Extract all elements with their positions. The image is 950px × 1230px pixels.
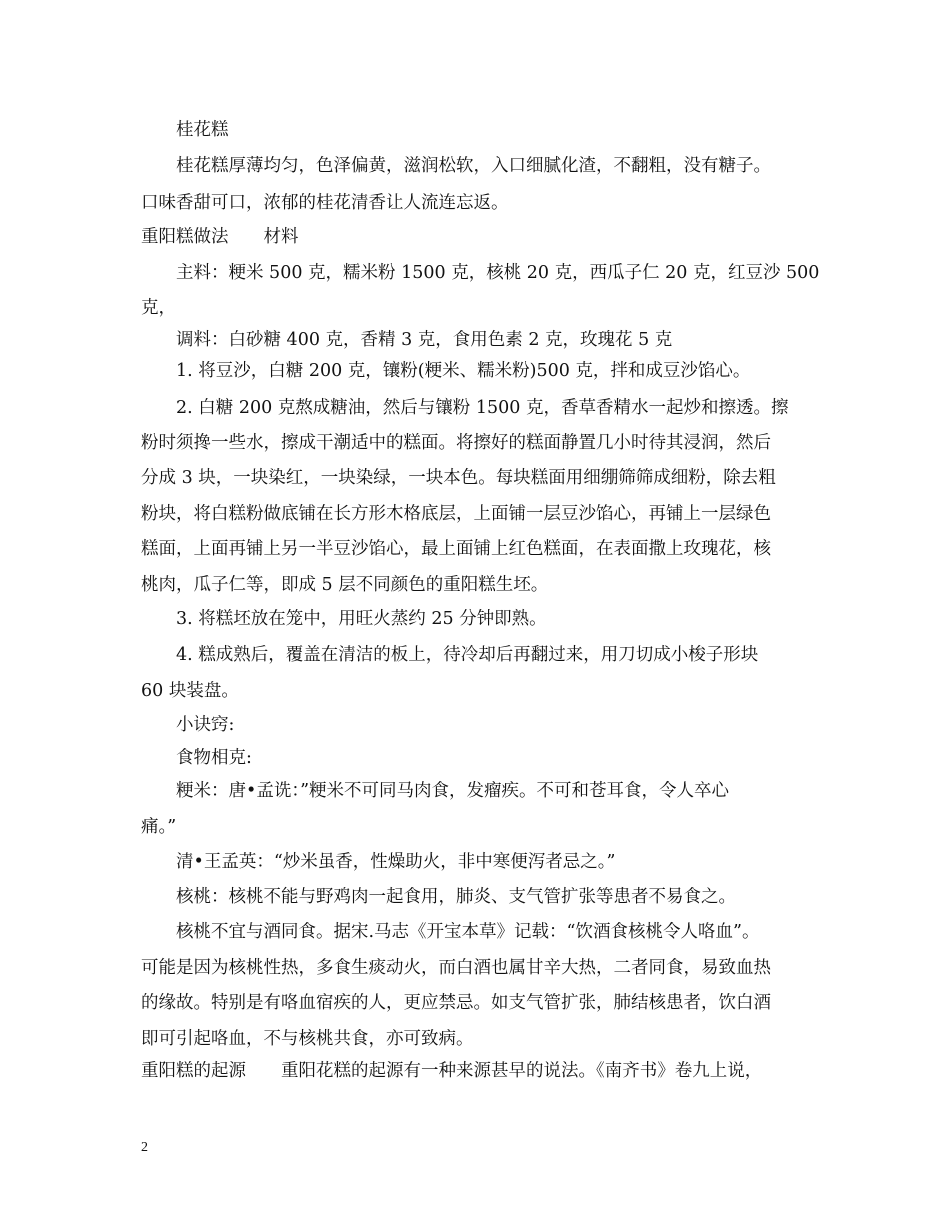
section-heading-recipe-materials: 重阳糕做法 材料 (141, 227, 299, 247)
section-heading-origin: 重阳糕的起源 重阳花糕的起源有一种来源甚早的说法。《南齐书》卷九上说， (141, 1061, 763, 1081)
paragraph-line: 核桃不宜与酒同食。据宋.马志《开宝本草》记载：“饮酒食核桃令人咯血”。 (176, 922, 760, 942)
paragraph-line: 的缘故。特别是有咯血宿疾的人，更应禁忌。如支气管扩张，肺结核患者，饮白酒 (141, 993, 771, 1013)
recipe-step-4-line: 4. 糕成熟后，覆盖在清洁的板上，待冷却后再翻过来，用刀切成小梭子形块 (176, 645, 759, 665)
ingredients-seasoning-line: 调料：白砂糖 400 克，香精 3 克，食用色素 2 克，玫瑰花 5 克 (176, 330, 673, 350)
recipe-step-2-line: 粉块，将白糕粉做底铺在长方形木格底层，上面铺一层豆沙馅心，再铺上一层绿色 (141, 504, 771, 524)
recipe-step-3: 3. 将糕坯放在笼中，用旺火蒸约 25 分钟即熟。 (176, 609, 547, 629)
paragraph-line: 清•王孟英：“炒米虽香，性燥助火，非中寒便泻者忌之。” (176, 852, 616, 872)
recipe-step-2-line: 2. 白糖 200 克熬成糖油，然后与镶粉 1500 克，香草香精水一起炒和擦透。擦 (176, 398, 789, 418)
paragraph-line: 桂花糕厚薄均匀，色泽偏黄，滋润松软，入口细腻化渣，不翻粗，没有糖子。 (176, 156, 771, 176)
paragraph-line: 核桃：核桃不能与野鸡肉一起食用，肺炎、支气管扩张等患者不易食之。 (176, 887, 736, 907)
recipe-step-2-line: 分成 3 块，一块染红，一块染绿，一块本色。每块糕面用细绷筛筛成细粉，除去粗 (141, 468, 776, 488)
paragraph-line: 可能是因为核桃性热，多食生痰动火，而白酒也属甘辛大热，二者同食，易致血热 (141, 958, 771, 978)
section-heading-osmanthus-cake: 桂花糕 (176, 120, 229, 140)
food-incompatibility-heading: 食物相克: (176, 748, 252, 768)
paragraph-line: 即可引起咯血，不与核桃共食，亦可致病。 (141, 1029, 474, 1049)
page-number: 2 (141, 1140, 148, 1155)
recipe-step-1: 1. 将豆沙，白糖 200 克，镶粉(粳米、糯米粉)500 克，拌和成豆沙馅心。 (176, 361, 751, 381)
recipe-step-2-line: 糕面，上面再铺上另一半豆沙馅心，最上面铺上红色糕面，在表面撒上玫瑰花，核 (141, 539, 771, 559)
recipe-step-4-line: 60 块装盘。 (141, 681, 239, 701)
recipe-step-2-line: 桃肉，瓜子仁等，即成 5 层不同颜色的重阳糕生坯。 (141, 575, 549, 595)
recipe-step-2-line: 粉时须搀一些水，擦成干潮适中的糕面。将擦好的糕面静置几小时待其浸润，然后 (141, 433, 771, 453)
tips-heading: 小诀窍: (176, 715, 235, 735)
paragraph-line: 粳米：唐•孟诜：”粳米不可同马肉食，发瘤疾。不可和苍耳食，令人卒心 (176, 781, 730, 801)
ingredients-main-line: 克， (141, 298, 176, 318)
paragraph-line: 口味香甜可口，浓郁的桂花清香让人流连忘返。 (141, 193, 509, 213)
ingredients-main-line: 主料：粳米 500 克，糯米粉 1500 克，核桃 20 克，西瓜子仁 20 克，红豆沙 500 (176, 263, 820, 283)
paragraph-line: 痛。” (141, 817, 177, 837)
